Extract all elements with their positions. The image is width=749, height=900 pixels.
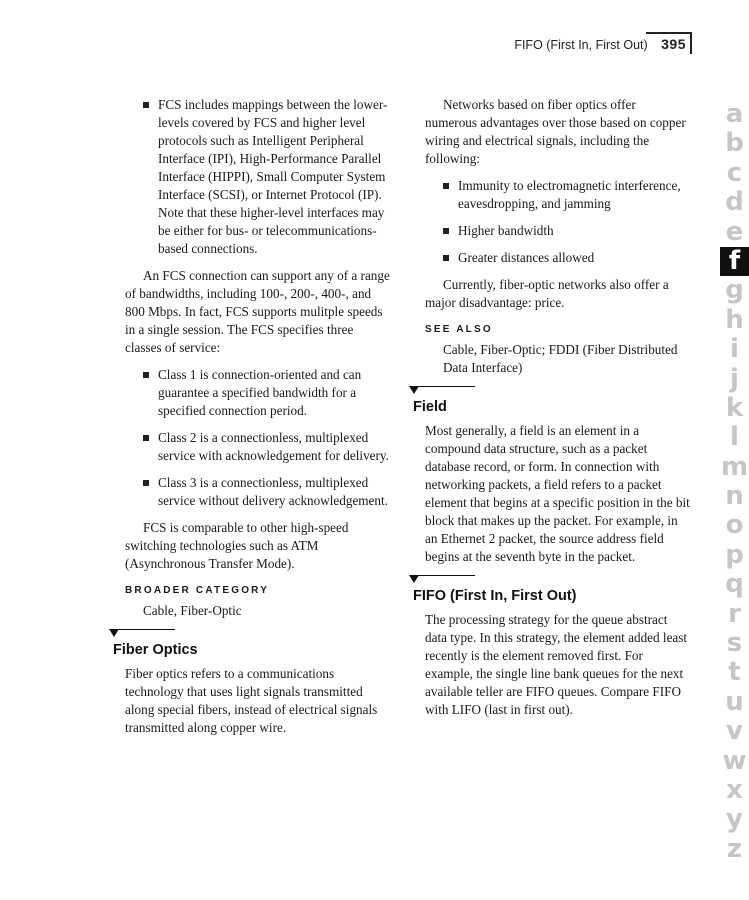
entry-marker-icon [109, 629, 119, 637]
running-header [430, 36, 686, 52]
entry-fiber-optics [113, 629, 390, 737]
entry-marker-icon [409, 386, 419, 394]
list-item: Higher bandwidth [425, 222, 690, 240]
entry-heading: FIFO (First In, First Out) [413, 588, 577, 604]
thumb-tab-z: z [726, 833, 743, 864]
broader-category-text: Cable, Fiber-Optic [143, 603, 242, 618]
page-number: 395 [661, 36, 686, 52]
thumb-tab-i: i [730, 334, 739, 365]
paragraph: Networks based on fiber optics offer numerous advantages over those based on copper wiring and electrical signals, including the following: [425, 97, 686, 166]
thumb-tab-k: k [725, 392, 744, 423]
advantages-list [425, 177, 690, 267]
thumb-tab-c: c [726, 157, 743, 188]
list-item: Greater distances allowed [425, 249, 690, 267]
thumb-tab-s: s [726, 628, 743, 659]
thumb-tab-l: l [730, 422, 739, 453]
paragraph: Currently, fiber-optic networks also offer a major disadvantage: price. [425, 277, 669, 310]
header-rule [646, 32, 692, 34]
entry-fifo [413, 575, 690, 719]
thumb-tab-d: d [725, 187, 744, 218]
entry-definition: Most generally, a field is an element in a compound data structure, such as a packet database record, or form. In connection with networking packets, a field refers to a packet element that begins at a specific position in the bit block that makes up the packet. For example, in an Ethernet 2 packet, the source address field begins at the seventh byte in the packet. [425, 423, 690, 564]
see-also-text: Cable, Fiber-Optic; FDDI (Fiber Distributed Data Interface) [443, 342, 678, 375]
thumb-tab-u: u [725, 686, 744, 717]
entry-field [413, 386, 690, 566]
thumb-tab-g: g [725, 275, 744, 306]
right-column [413, 96, 690, 728]
thumb-tab-n: n [725, 481, 744, 512]
thumb-tab-h: h [725, 304, 744, 335]
list-item: Class 2 is a connectionless, multiplexed service with acknowledgement for delivery. [125, 429, 390, 465]
thumb-tab-b: b [725, 128, 744, 159]
see-also-label: SEE ALSO [425, 324, 493, 335]
thumb-tab-m: m [720, 451, 749, 482]
paragraph: FCS is comparable to other high-speed switching technologies such as ATM (Asynchronous Transfer Mode). [125, 520, 349, 571]
service-classes-list [125, 366, 390, 510]
thumb-tab-v: v [726, 716, 743, 747]
thumb-tab-t: t [728, 657, 741, 688]
thumb-tab-w: w [722, 745, 747, 776]
thumb-tab-x: x [726, 774, 743, 805]
header-vertical-rule [690, 32, 692, 54]
entry-marker-icon [409, 575, 419, 583]
fcs-mapping-list [125, 96, 390, 258]
entry-rule [415, 575, 475, 576]
entry-definition: Fiber optics refers to a communications technology that uses light signals transmitted along special fibers, instead of electrical signals transmitted along copper wire. [125, 666, 378, 735]
list-item: Class 3 is a connectionless, multiplexed service without delivery acknowledgement. [125, 474, 390, 510]
entry-rule [115, 629, 175, 630]
paragraph: An FCS connection can support any of a range of bandwidths, including 100-, 200-, 400-, and 800 Mbps. In fact, FCS supports mulitple speeds in a single session. The FCS specifies three classes of service: [125, 268, 390, 355]
thumb-tab-r: r [728, 598, 741, 629]
broader-category-label: BROADER CATEGORY [125, 585, 270, 596]
entry-heading: Fiber Optics [113, 642, 198, 658]
thumb-index [720, 100, 749, 864]
thumb-tab-e: e [725, 216, 744, 247]
entry-heading: Field [413, 399, 447, 415]
thumb-tab-f: f [720, 247, 749, 276]
left-column [113, 96, 390, 746]
header-title: FIFO (First In, First Out) [514, 38, 648, 52]
thumb-tab-a: a [725, 99, 744, 129]
list-item: Class 1 is connection-oriented and can guarantee a specified bandwidth for a specified connection period. [125, 366, 390, 420]
thumb-tab-o: o [725, 510, 744, 541]
thumb-tab-y: y [726, 804, 743, 835]
entry-definition: The processing strategy for the queue abstract data type. In this strategy, the element added least recently is the element removed first. For example, the single line bank queues for the next available teller are FIFO queues. Compare FIFO with LIFO (last in first out). [425, 612, 688, 717]
entry-rule [415, 386, 475, 387]
list-item: FCS includes mappings between the lower-levels covered by FCS and higher level protocols such as Intelligent Peripheral Interface (IPI), High-Performance Parallel Interface (HIPPI), Small Computer System Interface (SCSI), or Internet Protocol (IP). Note that these higher-level interfaces may be either for bus- or telecommunications-based connections. [125, 96, 390, 258]
thumb-tab-j: j [730, 363, 739, 394]
thumb-tab-q: q [725, 569, 744, 600]
list-item: Immunity to electromagnetic interference, eavesdropping, and jamming [425, 177, 690, 213]
thumb-tab-p: p [725, 539, 744, 570]
